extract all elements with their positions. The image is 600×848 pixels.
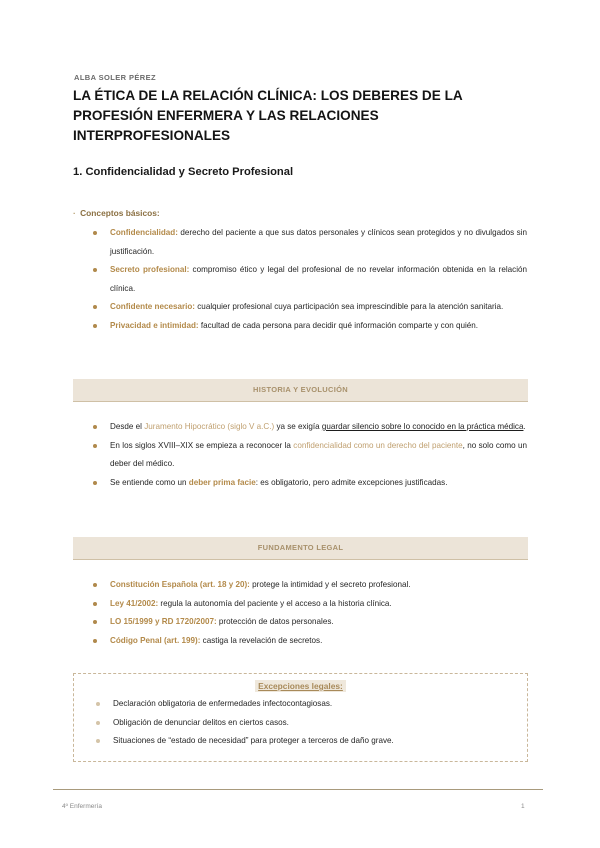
exceptions-box — [73, 673, 528, 762]
concept-term: Confidencialidad: — [110, 228, 178, 237]
list-item — [91, 613, 527, 632]
concepts-heading — [73, 208, 160, 218]
concept-text: cualquier profesional cuya participación sea imprescindible para la atención sanitaria. — [195, 302, 504, 312]
legal-term: Código Penal (art. 199): — [110, 635, 201, 645]
legal-term: LO 15/1999 y RD 1720/2007: — [110, 617, 217, 627]
concept-term: Confidente necesario: — [110, 302, 196, 312]
list-item — [91, 632, 527, 651]
history-text: Se entiende como un — [110, 477, 189, 487]
concepts-heading-label: Conceptos básicos: — [80, 208, 160, 218]
exceptions-list — [94, 695, 514, 751]
list-item — [91, 418, 527, 437]
history-text: ya se exigía — [274, 422, 322, 431]
concept-term: Privacidad e intimidad: — [110, 320, 199, 330]
footer-divider — [53, 789, 543, 790]
legal-band: FUNDAMENTO LEGAL — [73, 537, 528, 560]
document-title: LA ÉTICA DE LA RELACIÓN CLÍNICA: LOS DEBERES DE LA PROFESIÓN ENFERMERA Y LAS RELACIONES INTERPROFESIONALES — [73, 88, 463, 143]
history-text: , no solo como un deber del médico. — [110, 440, 527, 469]
history-text: . — [523, 422, 526, 431]
history-text: Desde el — [110, 422, 145, 431]
concepts-list — [91, 224, 527, 336]
history-list — [91, 418, 527, 492]
list-item: Situaciones de “estado de necesidad” para proteger a terceros de daño grave. — [94, 732, 514, 751]
list-item — [91, 261, 527, 298]
list-item — [91, 576, 527, 595]
legal-term: Constitución Española (art. 18 y 20): — [110, 580, 250, 589]
history-band: HISTORIA Y EVOLUCIÓN — [73, 379, 528, 402]
concept-text: derecho del paciente a que sus datos personales y clínicos sean protegidos y no divulgados sin justificación. — [110, 228, 527, 256]
page-number: 1 — [521, 803, 525, 810]
history-highlight: confidencialidad como un derecho del paciente — [293, 440, 463, 450]
list-item — [91, 437, 527, 474]
legal-text: protege la intimidad y el secreto profesional. — [249, 580, 411, 589]
footer-course: 4º Enfermería — [62, 803, 102, 810]
list-item — [91, 474, 527, 493]
legal-term: Ley 41/2002: — [110, 598, 159, 608]
list-item — [91, 595, 527, 614]
list-item: Obligación de denunciar delitos en ciertos casos. — [94, 714, 514, 733]
concept-text: facultad de cada persona para decidir qué información comparte y con quién. — [198, 320, 479, 330]
list-item — [91, 224, 527, 261]
list-item — [91, 298, 527, 317]
history-text: : es obligatorio, pero admite excepciones justificadas. — [255, 477, 448, 487]
legal-text: protección de datos personales. — [216, 617, 334, 627]
exceptions-heading — [74, 681, 527, 691]
list-item: Declaración obligatoria de enfermedades infectocontagiosas. — [94, 695, 514, 714]
list-item — [91, 317, 527, 336]
history-highlight: deber prima facie — [188, 477, 256, 487]
history-highlight: Juramento Hipocrático (siglo V a.C.) — [144, 422, 275, 431]
concept-text: compromiso ético y legal del profesional de no revelar información obtenida en la relación clínica. — [110, 265, 527, 293]
author-name: ALBA SOLER PÉREZ — [74, 73, 156, 82]
history-text: En los siglos XVIII–XIX se empieza a reconocer la — [110, 440, 294, 450]
section-heading: 1. Confidencialidad y Secreto Profesional — [73, 166, 294, 178]
bullet-dot-icon: · — [73, 208, 76, 218]
history-underlined: guardar silencio sobre lo conocido en la práctica médica — [321, 422, 524, 431]
legal-text: castiga la revelación de secretos. — [200, 635, 323, 645]
concept-term: Secreto profesional: — [110, 265, 190, 275]
legal-text: regula la autonomía del paciente y el acceso a la historia clínica. — [158, 598, 392, 608]
legal-list — [91, 576, 527, 650]
exceptions-heading-label: Excepciones legales: — [255, 680, 346, 692]
